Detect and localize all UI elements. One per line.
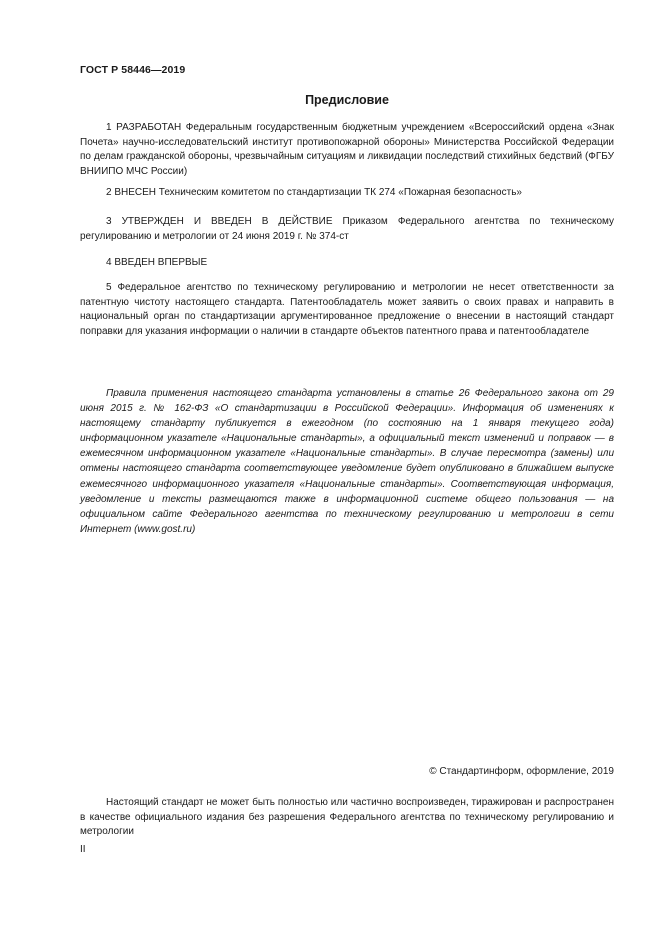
paragraph-4-first-introduced: 4 ВВЕДЕН ВПЕРВЫЕ bbox=[106, 257, 208, 268]
page-number: II bbox=[80, 844, 86, 855]
paragraph-1-developer: 1 РАЗРАБОТАН Федеральным государственным бюджетным учреждением «Всероссийский ордена «Знак Почета» научно-исследовательский институт противопожарной обороны» Министерства Российской Федерации по делам гражданской обороны, чрезвычайным ситуациям и ликвидации последствий стихийных бедствий (ФГБУ ВНИИПО МЧС России) bbox=[80, 122, 614, 177]
paragraph-5-patent-notice: 5 Федеральное агентство по техническому регулированию и метрологии не несет ответственности за патентную чистоту настоящего стандарта. Патентообладатель может заявить о своих правах и направить в национальный орган по стандартизации аргументированное предложение о внесении в настоящий стандарт поправки для указания информации о наличии в стандарте объектов патентного права и патентообладателе bbox=[80, 282, 614, 337]
paragraph-3-approved: 3 УТВЕРЖДЕН И ВВЕДЕН В ДЕЙСТВИЕ Приказом Федерального агентства по техническому регулированию и метрологии от 24 июня 2019 г. № 374-ст bbox=[80, 216, 614, 242]
reproduction-notice: Настоящий стандарт не может быть полностью или частично воспроизведен, тиражирован и распространен в качестве официального издания без разрешения Федерального агентства по техническому регулированию и метрологии bbox=[80, 797, 614, 838]
paragraph-2-introduced: 2 ВНЕСЕН Техническим комитетом по стандартизации ТК 274 «Пожарная безопасность» bbox=[106, 187, 522, 198]
rules-of-application-notice: Правила применения настоящего стандарта установлены в статье 26 Федерального закона от 29 июня 2015 г. № 162-ФЗ «О стандартизации в Российской Федерации». Информация об изменениях к настоящему стандарту публикуется в ежегодном (по состоянию на 1 января текущего года) информационном указателе «Национальные стандарты», а официальный текст изменений и поправок — в ежемесячном информационном указателе «Национальные стандарты». В случае пересмотра (замены) или отмены настоящего стандарта соответствующее уведомление будет опубликовано в ближайшем выпуске ежемесячного информационного указателя «Национальные стандарты». Соответствующая информация, уведомление и тексты размещаются также в информационной системе общего пользования — на официальном сайте Федерального агентства по техническому регулированию и метрологии в сети Интернет (www.gost.ru) bbox=[80, 388, 614, 535]
document-code: ГОСТ Р 58446—2019 bbox=[80, 64, 186, 76]
page-title: Предисловие bbox=[305, 93, 389, 107]
copyright-line: © Стандартинформ, оформление, 2019 bbox=[429, 766, 614, 777]
